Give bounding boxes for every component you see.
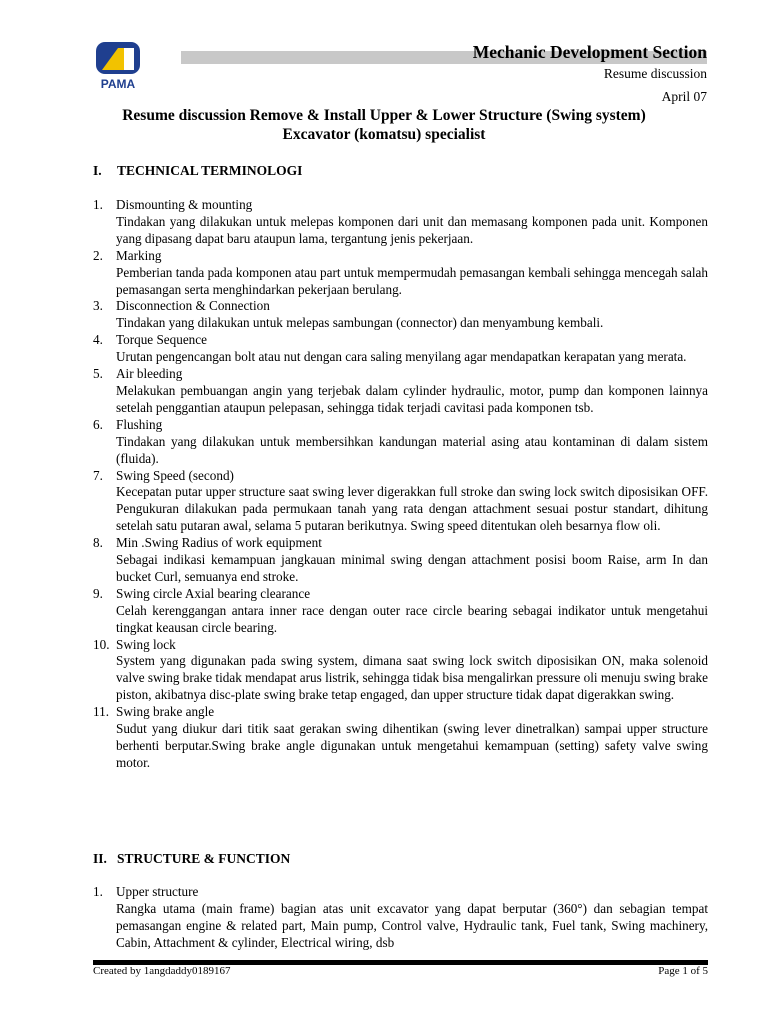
list-item-title: Marking [116, 247, 162, 263]
list-item [93, 704, 708, 772]
list-item-title: Min .Swing Radius of work equipment [116, 535, 322, 551]
list-item-title: Torque Sequence [116, 332, 207, 348]
list-item [93, 197, 708, 248]
document-title-line-1: Resume discussion Remove & Install Upper & Lower Structure (Swing system) [122, 107, 646, 124]
list-item-number: 3. [93, 298, 103, 314]
list-item-number: 1. [93, 197, 103, 212]
list-item-title-row [93, 468, 708, 485]
list-item-title: Swing lock [116, 636, 176, 652]
list-item [93, 332, 708, 366]
list-item-number: 2. [93, 247, 103, 263]
section-heading-structure-function [93, 852, 290, 866]
list-item-title-row [93, 884, 708, 901]
list-item [93, 366, 708, 417]
list-item [93, 417, 708, 468]
section-heading-text: TECHNICAL TERMINOLOGI [117, 163, 303, 178]
list-item-title: Flushing [116, 416, 163, 432]
list-item-number: 11. [93, 704, 109, 720]
list-item-number: 5. [93, 366, 103, 382]
list-item-title-row [93, 535, 708, 552]
section-number: I. [93, 163, 102, 178]
terminology-list [93, 197, 708, 772]
document-title-line-2: Excavator (komatsu) specialist [282, 126, 486, 143]
list-item [93, 468, 708, 536]
list-item-description: Sudut yang diukur dari titik saat gerakan swing dihentikan (swing lever dinetralkan) sampai upper structure berhenti berputar.Swing brake angle digunakan untuk mengetahui kemampuan (setting) safety valve swing motor. [116, 721, 708, 770]
pama-logo-text: PAMA [100, 77, 136, 91]
list-item-number: 7. [93, 467, 103, 483]
header-date: April 07 [661, 89, 707, 104]
list-item-description: Tindakan yang dilakukan untuk membersihkan kandungan material asing atau kontaminan di dalam sistem (fluida). [116, 433, 708, 466]
list-item-title: Dismounting & mounting [116, 197, 253, 212]
list-item-title: Swing Speed (second) [116, 467, 234, 483]
list-item [93, 884, 708, 952]
list-item-title: Swing circle Axial bearing clearance [116, 585, 311, 601]
list-item-number: 9. [93, 585, 103, 601]
list-item-number: 8. [93, 535, 103, 551]
list-item-title: Air bleeding [116, 366, 183, 382]
section-heading-technical-terminologi [93, 164, 302, 178]
section-number: II. [93, 851, 107, 866]
list-item-title-row [93, 637, 708, 654]
list-item-description: Melakukan pembuangan angin yang terjebak dalam cylinder hydraulic, motor, pump dan komponen lainnya setelah penggantian ataupun pelepasan, sehingga tidak terjadi cavitasi pada komponen tsb. [116, 382, 708, 415]
list-item [93, 586, 708, 637]
list-item-title-row [93, 586, 708, 603]
list-item-title-row [93, 248, 708, 265]
structure-function-list [93, 884, 708, 952]
footer-created-by: Created by 1angdaddy0189167 [93, 965, 231, 977]
header-subtitle: Resume discussion [603, 66, 707, 81]
list-item-description: Tindakan yang dilakukan untuk melepas komponen dari unit dan memasang komponen pada unit. Komponen yang dipasang dapat baru ataupun lama, tergantung jenis pekerjaan. [116, 213, 708, 246]
pama-logo [92, 40, 144, 92]
list-item-description: Rangka utama (main frame) bagian atas unit excavator yang dapat berputar (360°) dan sebagian tempat pemasangan engine & related part, Main pump, Control valve, Hydraulic tank, Fuel tank, Swing machinery, Cabin, Attachment & cylinder, Electrical wiring, dsb [116, 900, 708, 950]
list-item-title-row [93, 197, 708, 214]
footer-page-number: Page 1 of 5 [658, 965, 708, 977]
list-item-description: System yang digunakan pada swing system, dimana saat swing lock switch diposisikan ON, maka solenoid valve swing brake tidak mendapat arus listrik, sehingga tidak bisa mengalirkan pressure oli menuju swing brake piston, akibatnya disc-plate swing brake tetap engaged, dan upper structure tidak dapat digerakkan swing. [116, 653, 708, 703]
list-item-description: Kecepatan putar upper structure saat swing lever digerakkan full stroke dan swing lock switch diposisikan OFF. Pengukuran dilakukan pada permukaan tanah yang rata dengan attachment sesuai postur standart, dihitung setelah satu putaran awal, selama 5 putaran berikutnya. Swing speed ditentukan oleh besarnya flow oli. [116, 484, 708, 534]
list-item-title-row [93, 366, 708, 383]
section-title: Mechanic Development Section [472, 42, 707, 62]
list-item-number: 1. [93, 884, 103, 899]
list-item-title: Upper structure [116, 884, 199, 899]
list-item [93, 248, 708, 299]
list-item-title-row [93, 417, 708, 434]
section-heading-text: STRUCTURE & FUNCTION [117, 851, 291, 866]
list-item-number: 4. [93, 332, 103, 348]
list-item-title-row [93, 298, 708, 315]
list-item-number: 10. [93, 636, 110, 652]
list-item-title: Disconnection & Connection [116, 298, 270, 314]
list-item-description: Urutan pengencangan bolt atau nut dengan cara saling menyilang agar mendapatkan kerapatan yang merata. [116, 349, 687, 365]
list-item [93, 298, 708, 332]
list-item-title-row [93, 332, 708, 349]
list-item-description: Pemberian tanda pada komponen atau part untuk mempermudah pemasangan kembali sehingga mencegah salah pemasangan serta menghindarkan pekerjaan berulang. [116, 264, 708, 297]
list-item [93, 535, 708, 586]
list-item-title: Swing brake angle [116, 704, 215, 720]
list-item-description: Celah kerenggangan antara inner race dengan outer race circle bearing sebagai indikator untuk mengetahui tingkat keausan circle bearing. [116, 602, 708, 635]
list-item-description: Tindakan yang dilakukan untuk melepas sambungan (connector) dan menyambung kembali. [116, 315, 604, 331]
list-item-description: Sebagai indikasi kemampuan jangkauan minimal swing dengan attachment posisi boom Raise, arm In dan bucket Curl, semuanya end stroke. [116, 552, 708, 584]
list-item-number: 6. [93, 416, 103, 432]
list-item-title-row [93, 704, 708, 721]
list-item [93, 637, 708, 705]
